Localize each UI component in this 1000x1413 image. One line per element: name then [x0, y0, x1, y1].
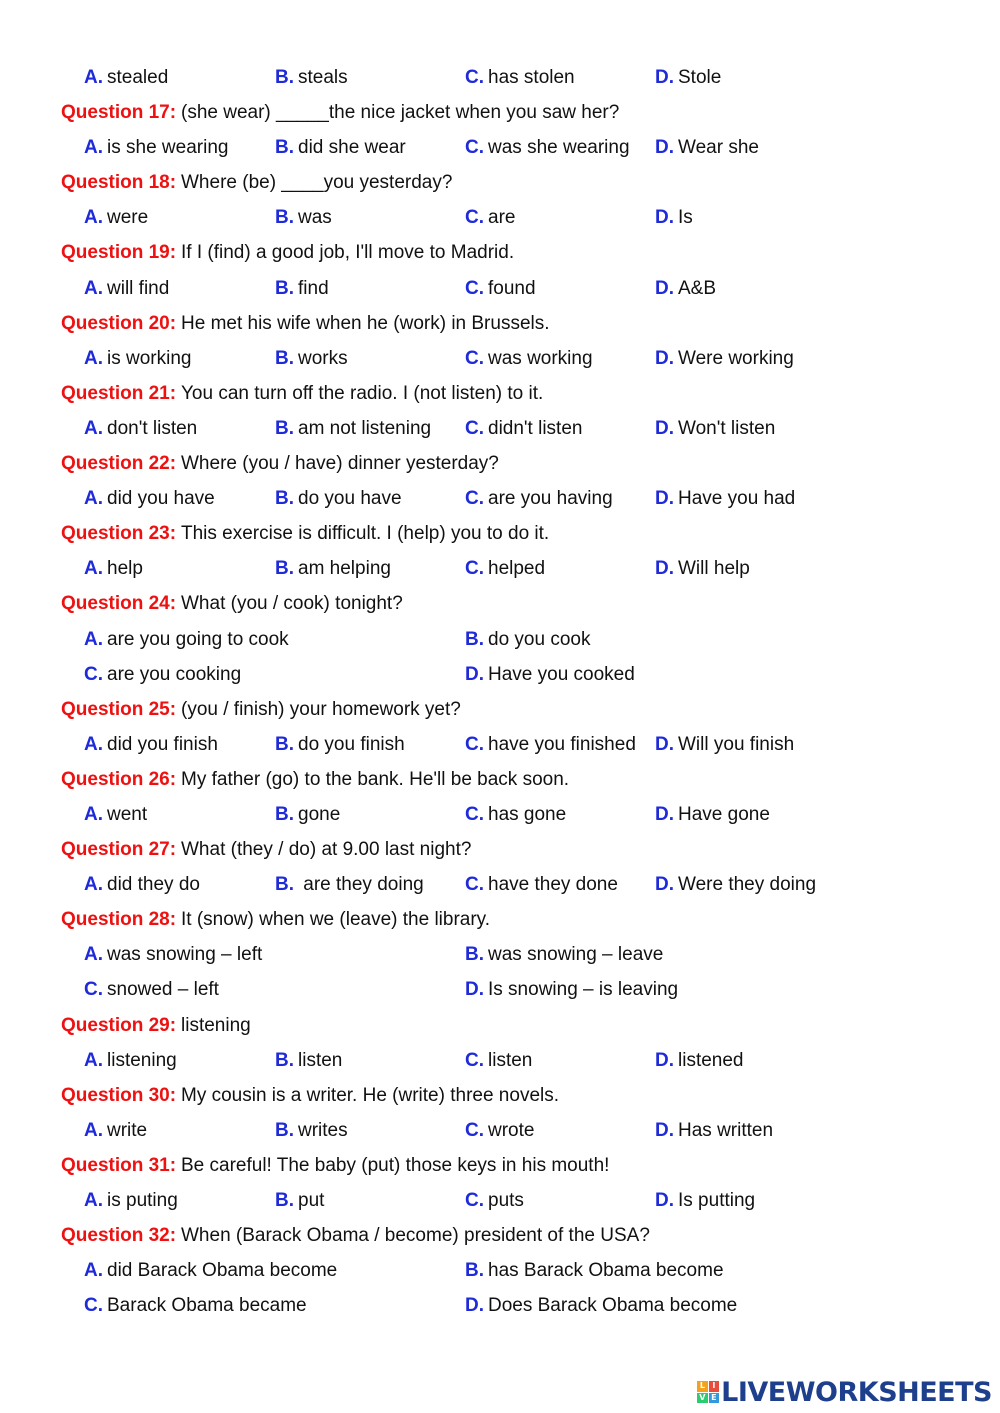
answer-option[interactable] — [84, 1253, 337, 1288]
options-row — [0, 1183, 1000, 1218]
option-letter: D. — [655, 207, 674, 229]
answer-option[interactable] — [655, 1183, 755, 1218]
option-text: has gone — [488, 803, 567, 825]
option-text: were — [107, 207, 149, 229]
option-letter: B. — [275, 803, 294, 825]
option-letter: C. — [465, 803, 484, 825]
option-text: Is — [678, 207, 693, 229]
option-text: Barack Obama became — [107, 1295, 307, 1317]
question-row — [0, 165, 1000, 200]
option-letter: C. — [84, 663, 103, 685]
options-row — [0, 972, 1000, 1007]
option-text: stealed — [107, 67, 169, 88]
option-text: Wear she — [678, 137, 759, 159]
option-text: was she wearing — [488, 137, 630, 159]
option-letter: B. — [275, 1049, 294, 1071]
options-row — [0, 1043, 1000, 1078]
liveworksheets-logo[interactable] — [697, 1377, 992, 1407]
question-label: Question 23: — [61, 523, 177, 545]
answer-option[interactable] — [465, 411, 582, 446]
question-row — [0, 516, 1000, 551]
option-letter: B. — [275, 417, 294, 439]
answer-option[interactable] — [84, 60, 168, 95]
option-text: Has written — [678, 1119, 774, 1141]
answer-option[interactable] — [655, 130, 759, 165]
option-letter: B. — [275, 347, 294, 369]
option-text: Does Barack Obama become — [488, 1295, 738, 1317]
option-letter: A. — [84, 1049, 103, 1071]
option-text: was working — [488, 347, 593, 369]
question-label: Question 18: — [61, 172, 177, 194]
options-row — [0, 937, 1000, 972]
question-row — [0, 1008, 1000, 1043]
options-row — [0, 60, 1000, 95]
option-letter: C. — [84, 979, 103, 1001]
option-letter: A. — [84, 1260, 103, 1282]
question-text: listening — [181, 1014, 251, 1036]
answer-option[interactable] — [275, 200, 332, 235]
options-row — [0, 271, 1000, 306]
option-text: Is putting — [678, 1190, 756, 1211]
question-text: When (Barack Obama / become) president of the USA? — [181, 1225, 650, 1247]
option-letter: B. — [465, 628, 484, 650]
option-letter: A. — [84, 874, 103, 896]
answer-option[interactable] — [465, 972, 678, 1007]
option-text: did she wear — [298, 137, 406, 159]
question-row — [0, 1148, 1000, 1183]
option-letter: C. — [465, 347, 484, 369]
options-row — [0, 657, 1000, 692]
question-label: Question 20: — [61, 312, 177, 334]
option-text: snowed – left — [107, 979, 219, 1001]
answer-option[interactable] — [655, 200, 693, 235]
option-text: are — [488, 207, 516, 229]
answer-option[interactable] — [465, 727, 636, 762]
option-text: was snowing – left — [107, 944, 263, 966]
option-letter: A. — [84, 488, 103, 510]
option-text: put — [298, 1190, 325, 1211]
question-label: Question 22: — [61, 453, 177, 475]
option-letter: B. — [275, 277, 294, 299]
option-text: don't listen — [107, 417, 198, 439]
option-letter: D. — [655, 1190, 674, 1211]
answer-option[interactable] — [465, 1113, 534, 1148]
question-row — [0, 235, 1000, 270]
answer-option[interactable] — [465, 1183, 524, 1218]
option-text: Won't listen — [678, 417, 776, 439]
answer-option[interactable] — [275, 551, 391, 586]
option-letter: A. — [84, 137, 103, 159]
option-letter: C. — [465, 67, 484, 88]
option-letter: D. — [655, 1049, 674, 1071]
option-letter: D. — [655, 488, 674, 510]
option-letter: C. — [465, 207, 484, 229]
answer-option[interactable] — [465, 200, 515, 235]
option-text: writes — [298, 1119, 348, 1141]
option-letter: C. — [465, 1119, 484, 1141]
option-letter: D. — [465, 663, 484, 685]
option-text: did you have — [107, 488, 215, 510]
options-row — [0, 341, 1000, 376]
option-text: Have you cooked — [488, 663, 635, 685]
option-letter: B. — [275, 137, 294, 159]
option-letter: C. — [465, 874, 484, 896]
options-row — [0, 551, 1000, 586]
option-text: did they do — [107, 874, 200, 896]
question-label: Question 29: — [61, 1014, 177, 1036]
answer-option[interactable] — [655, 481, 795, 516]
option-text: helped — [488, 558, 546, 580]
option-text: went — [107, 803, 148, 825]
logo-mark-letter: I — [709, 1381, 720, 1392]
option-letter: D. — [655, 874, 674, 896]
answer-option[interactable] — [655, 271, 716, 306]
option-text: help — [107, 558, 143, 580]
option-text: was — [298, 207, 332, 229]
worksheet — [0, 60, 1000, 1323]
question-label: Question 32: — [61, 1225, 177, 1247]
options-row — [0, 200, 1000, 235]
option-letter: A. — [84, 347, 103, 369]
question-label: Question 26: — [61, 768, 177, 790]
answer-option[interactable] — [275, 797, 340, 832]
answer-option[interactable] — [275, 341, 348, 376]
option-letter: B. — [275, 207, 294, 229]
answer-option[interactable] — [84, 727, 218, 762]
option-text: are you having — [488, 488, 613, 510]
question-row — [0, 376, 1000, 411]
option-letter: D. — [655, 803, 674, 825]
answer-option[interactable] — [465, 797, 566, 832]
answer-option[interactable] — [84, 1288, 307, 1323]
option-letter: A. — [84, 1119, 103, 1141]
answer-option[interactable] — [84, 271, 169, 306]
option-text: have they done — [488, 874, 618, 896]
answer-option[interactable] — [275, 727, 405, 762]
question-label: Question 30: — [61, 1084, 177, 1106]
logo-text: LIVEWORKSHEETS — [721, 1376, 992, 1408]
answer-option[interactable] — [275, 1183, 324, 1218]
question-text: It (snow) when we (leave) the library. — [181, 909, 491, 931]
option-letter: B. — [275, 1190, 294, 1211]
option-text: is she wearing — [107, 137, 229, 159]
option-text: did Barack Obama become — [107, 1260, 338, 1282]
answer-option[interactable] — [84, 622, 289, 657]
option-text: Have you had — [678, 488, 796, 510]
answer-option[interactable] — [84, 867, 200, 902]
answer-option[interactable] — [84, 200, 148, 235]
option-text: Were working — [678, 347, 794, 369]
option-text: found — [488, 277, 536, 299]
answer-option[interactable] — [84, 481, 215, 516]
question-label: Question 27: — [61, 839, 177, 861]
answer-option[interactable] — [275, 411, 431, 446]
option-letter: B. — [275, 1119, 294, 1141]
question-row — [0, 1078, 1000, 1113]
option-letter: C. — [84, 1295, 103, 1317]
option-letter: D. — [655, 1119, 674, 1141]
answer-option[interactable] — [84, 341, 191, 376]
option-letter: A. — [84, 417, 103, 439]
option-text: will find — [107, 277, 170, 299]
option-letter: A. — [84, 628, 103, 650]
option-text: A&B — [678, 277, 717, 299]
option-text: Will help — [678, 558, 750, 580]
option-text: Is snowing – is leaving — [488, 979, 679, 1001]
question-row — [0, 762, 1000, 797]
option-letter: D. — [655, 277, 674, 299]
option-letter: A. — [84, 803, 103, 825]
option-text: steals — [298, 67, 348, 88]
option-text: listen — [488, 1049, 533, 1071]
question-text: If I (find) a good job, I'll move to Madrid. — [181, 242, 515, 264]
answer-option[interactable] — [84, 130, 228, 165]
option-text: do you finish — [298, 733, 405, 755]
question-label: Question 24: — [61, 593, 177, 615]
option-text: has stolen — [488, 67, 575, 88]
option-letter: A. — [84, 277, 103, 299]
option-text: Stole — [678, 67, 722, 88]
answer-option[interactable] — [84, 797, 147, 832]
option-text: puts — [488, 1190, 524, 1211]
question-text: My cousin is a writer. He (write) three novels. — [181, 1084, 560, 1106]
options-row — [0, 1253, 1000, 1288]
question-label: Question 17: — [61, 102, 177, 124]
question-text: Be careful! The baby (put) those keys in his mouth! — [181, 1154, 610, 1176]
option-letter: A. — [84, 558, 103, 580]
option-text: am helping — [298, 558, 391, 580]
answer-option[interactable] — [465, 60, 575, 95]
option-text: listened — [678, 1049, 744, 1071]
answer-option[interactable] — [465, 1253, 724, 1288]
option-letter: D. — [655, 558, 674, 580]
option-letter: C. — [465, 558, 484, 580]
option-letter: D. — [655, 137, 674, 159]
answer-option[interactable] — [465, 551, 545, 586]
answer-option[interactable] — [655, 867, 816, 902]
answer-option[interactable] — [275, 867, 424, 902]
options-row — [0, 622, 1000, 657]
logo-mark-icon — [697, 1381, 719, 1403]
option-letter: D. — [655, 733, 674, 755]
question-text: (you / finish) your homework yet? — [181, 698, 461, 720]
option-letter: A. — [84, 944, 103, 966]
option-text: listening — [107, 1049, 177, 1071]
option-letter: B. — [275, 733, 294, 755]
option-letter: C. — [465, 733, 484, 755]
option-letter: C. — [465, 1190, 484, 1211]
option-letter: B. — [465, 1260, 484, 1282]
option-text: listen — [298, 1049, 343, 1071]
options-row — [0, 727, 1000, 762]
option-letter: B. — [275, 874, 294, 896]
answer-option[interactable] — [465, 937, 663, 972]
option-letter: D. — [655, 347, 674, 369]
answer-option[interactable] — [655, 341, 794, 376]
option-text: Have gone — [678, 803, 770, 825]
options-row — [0, 130, 1000, 165]
answer-option[interactable] — [84, 411, 197, 446]
answer-option[interactable] — [84, 551, 143, 586]
option-text: are you going to cook — [107, 628, 289, 650]
option-letter: D. — [465, 979, 484, 1001]
question-label: Question 21: — [61, 382, 177, 404]
option-letter: C. — [465, 417, 484, 439]
answer-option[interactable] — [655, 1043, 744, 1078]
question-row — [0, 586, 1000, 621]
answer-option[interactable] — [465, 867, 618, 902]
answer-option[interactable] — [84, 1113, 147, 1148]
option-text: Were they doing — [678, 874, 817, 896]
option-letter: C. — [465, 488, 484, 510]
option-text: did you finish — [107, 733, 218, 755]
option-text: have you finished — [488, 733, 636, 755]
question-label: Question 28: — [61, 909, 177, 931]
answer-option[interactable] — [275, 60, 348, 95]
option-text: was snowing – leave — [488, 944, 664, 966]
question-row — [0, 1218, 1000, 1253]
option-letter: B. — [275, 67, 294, 88]
options-row — [0, 481, 1000, 516]
option-letter: B. — [465, 944, 484, 966]
option-letter: A. — [84, 733, 103, 755]
options-row — [0, 797, 1000, 832]
option-text: has Barack Obama become — [488, 1260, 724, 1282]
answer-option[interactable] — [465, 657, 635, 692]
answer-option[interactable] — [465, 130, 630, 165]
option-text: are you cooking — [107, 663, 242, 685]
answer-option[interactable] — [465, 1043, 532, 1078]
question-text: (she wear) _____the nice jacket when you saw her? — [181, 102, 620, 124]
option-letter: D. — [655, 67, 674, 88]
option-text: wrote — [488, 1119, 535, 1141]
options-row — [0, 411, 1000, 446]
question-label: Question 19: — [61, 242, 177, 264]
question-text: This exercise is difficult. I (help) you to do it. — [181, 523, 550, 545]
answer-option[interactable] — [275, 1113, 348, 1148]
option-letter: C. — [465, 137, 484, 159]
option-text: didn't listen — [488, 417, 583, 439]
logo-mark-letter: E — [709, 1393, 720, 1404]
answer-option[interactable] — [655, 60, 721, 95]
logo-mark-letter: V — [697, 1393, 708, 1404]
answer-option[interactable] — [465, 1288, 737, 1323]
answer-option[interactable] — [655, 551, 750, 586]
option-letter: B. — [275, 488, 294, 510]
option-letter: A. — [84, 67, 103, 88]
question-row — [0, 306, 1000, 341]
options-row — [0, 1113, 1000, 1148]
answer-option[interactable] — [465, 481, 613, 516]
answer-option[interactable] — [275, 481, 402, 516]
option-text: do you cook — [488, 628, 591, 650]
question-text: What (you / cook) tonight? — [181, 593, 403, 615]
answer-option[interactable] — [655, 1113, 773, 1148]
question-row — [0, 832, 1000, 867]
answer-option[interactable] — [84, 972, 219, 1007]
options-row — [0, 1288, 1000, 1323]
answer-option[interactable] — [84, 1043, 177, 1078]
answer-option[interactable] — [275, 271, 329, 306]
options-row — [0, 867, 1000, 902]
option-text: gone — [298, 803, 341, 825]
option-letter: A. — [84, 207, 103, 229]
question-text: He met his wife when he (work) in Brussels. — [181, 312, 550, 334]
answer-option[interactable] — [275, 130, 406, 165]
option-letter: D. — [655, 417, 674, 439]
question-text: My father (go) to the bank. He'll be back soon. — [181, 768, 570, 790]
answer-option[interactable] — [84, 1183, 178, 1218]
option-letter: C. — [465, 277, 484, 299]
question-text: What (they / do) at 9.00 last night? — [181, 839, 472, 861]
answer-option[interactable] — [465, 271, 536, 306]
question-row — [0, 446, 1000, 481]
option-text: is puting — [107, 1190, 178, 1211]
question-label: Question 25: — [61, 698, 177, 720]
option-letter: C. — [465, 1049, 484, 1071]
answer-option[interactable] — [655, 727, 794, 762]
answer-option[interactable] — [84, 937, 262, 972]
question-row — [0, 902, 1000, 937]
option-letter: D. — [465, 1295, 484, 1317]
option-text: write — [107, 1119, 148, 1141]
answer-option[interactable] — [655, 797, 770, 832]
option-text: works — [298, 347, 348, 369]
question-label: Question 31: — [61, 1154, 177, 1176]
option-text: is working — [107, 347, 192, 369]
question-text: Where (be) ____you yesterday? — [181, 172, 453, 194]
answer-option[interactable] — [465, 622, 590, 657]
answer-option[interactable] — [655, 411, 775, 446]
option-letter: B. — [275, 558, 294, 580]
answer-option[interactable] — [275, 1043, 342, 1078]
option-text: am not listening — [298, 417, 432, 439]
question-row — [0, 692, 1000, 727]
question-row — [0, 95, 1000, 130]
option-letter: A. — [84, 1190, 103, 1211]
option-text: find — [298, 277, 329, 299]
question-text: You can turn off the radio. I (not listen) to it. — [181, 382, 544, 404]
option-text: Will you finish — [678, 733, 795, 755]
question-text: Where (you / have) dinner yesterday? — [181, 453, 499, 475]
answer-option[interactable] — [465, 341, 593, 376]
option-text: do you have — [298, 488, 402, 510]
answer-option[interactable] — [84, 657, 241, 692]
logo-mark-letter: L — [697, 1381, 708, 1392]
option-text: are they doing — [298, 874, 424, 896]
